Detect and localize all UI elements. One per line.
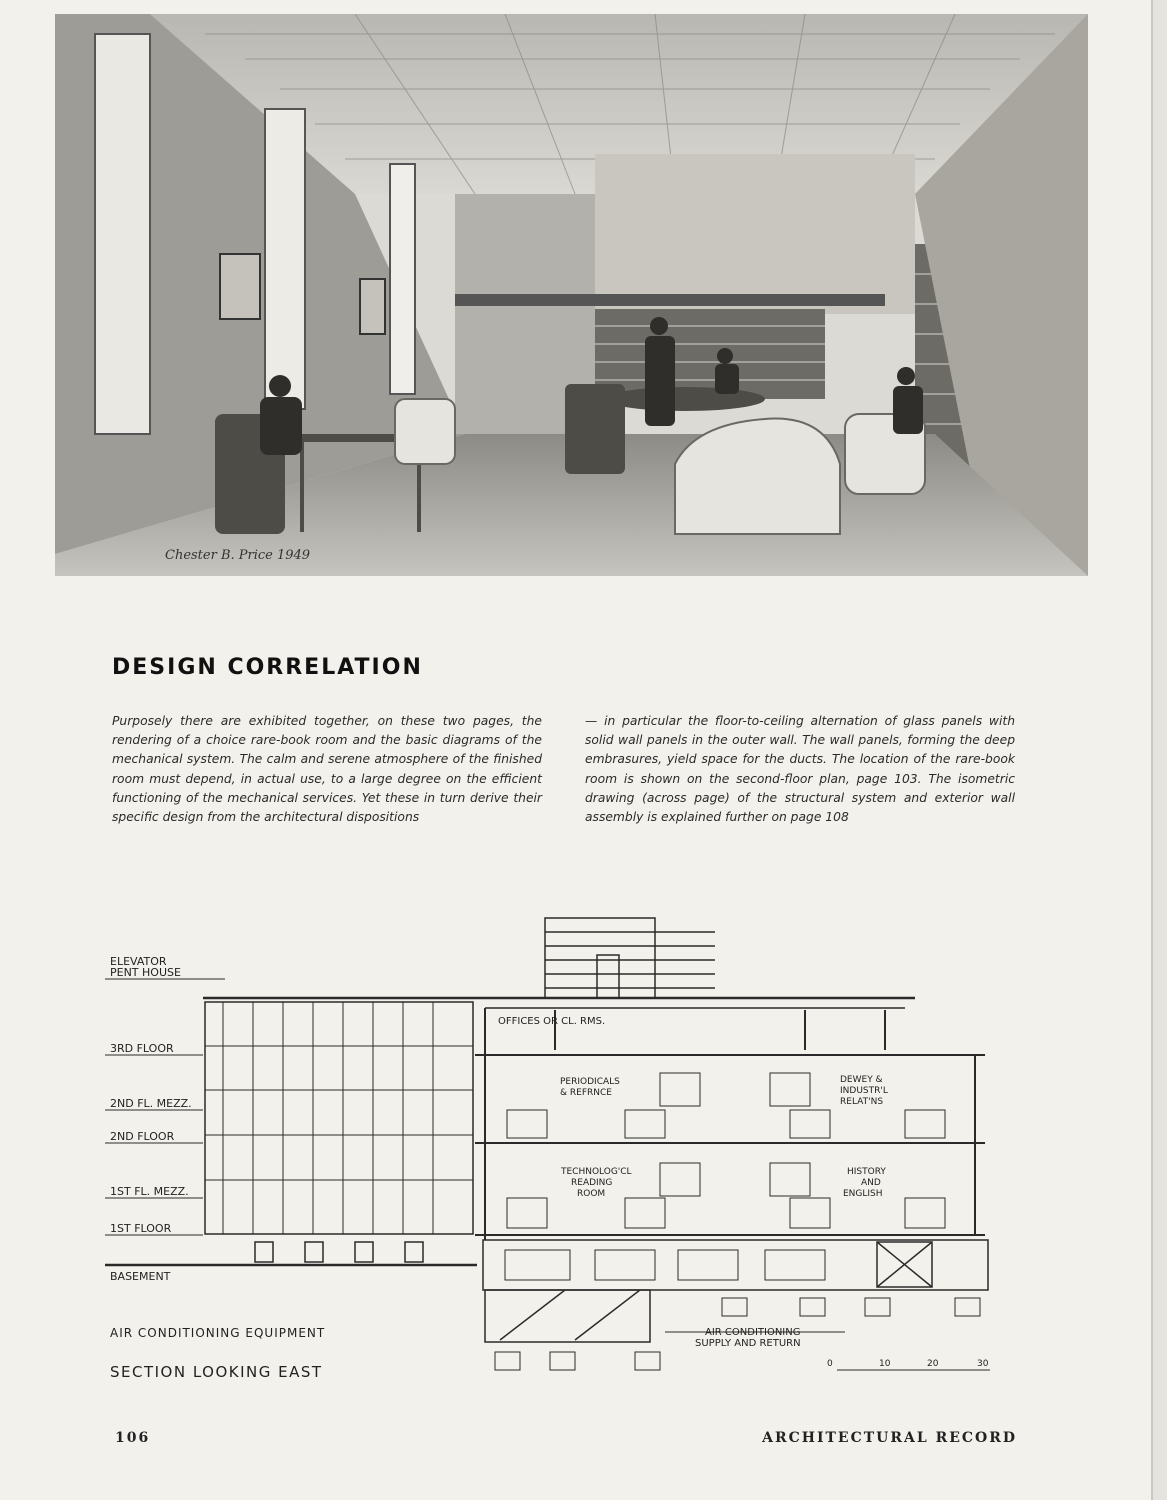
label-history-1: HISTORY	[847, 1167, 886, 1177]
label-history-3: ENGLISH	[843, 1189, 883, 1199]
label-dewey-1: DEWEY &	[840, 1075, 883, 1085]
label-elevator: ELEVATOR	[110, 955, 167, 968]
scale-tick-label: 10	[879, 1359, 891, 1369]
label-history-2: AND	[861, 1178, 881, 1188]
page-edge	[1151, 0, 1167, 1500]
label-air-conditioning-equipment: AIR CONDITIONING EQUIPMENT	[110, 1326, 326, 1340]
page-number: 106	[115, 1430, 151, 1446]
article-heading: DESIGN CORRELATION	[112, 655, 423, 680]
label-pent-house: PENT HOUSE	[110, 966, 181, 979]
publication-name: ARCHITECTURAL RECORD	[762, 1430, 1017, 1446]
label-supply-return-1: AIR CONDITIONING	[705, 1327, 801, 1338]
label-supply-return-2: SUPPLY AND RETURN	[695, 1338, 801, 1349]
rare-book-room-illustration	[55, 14, 1088, 576]
label-dewey-2: INDUSTR'L	[840, 1086, 888, 1096]
label-periodicals-1: PERIODICALS	[560, 1077, 620, 1087]
scale-tick-label: 20	[927, 1359, 939, 1369]
scale-bar	[827, 1359, 989, 1369]
section-title: SECTION LOOKING EAST	[110, 1363, 323, 1381]
label-periodicals-2: & REFRNCE	[560, 1088, 612, 1098]
scale-tick-label: 30	[977, 1359, 989, 1369]
label-second-floor: 2ND FLOOR	[110, 1130, 175, 1143]
article-paragraph-right: — in particular the floor-to-ceiling alternation of glass panels with solid wall panels in the outer wall. The wall panels, forming the deep embrasures, yield space for the ducts. The location of the rare-book room is shown on the second-floor plan, page 103. The isometric drawing (across page) of the structural system and exterior wall assembly is explained further on page 108	[585, 714, 1015, 825]
label-third-floor: 3RD FLOOR	[110, 1042, 174, 1055]
section-drawing	[105, 910, 1025, 1390]
label-first-floor: 1ST FLOOR	[110, 1222, 172, 1235]
scale-tick-label: 0	[827, 1359, 833, 1369]
label-offices: OFFICES OR CL. RMS.	[498, 1016, 606, 1027]
illustration-signature: Chester B. Price 1949	[165, 548, 311, 563]
label-techno-3: ROOM	[577, 1189, 606, 1199]
label-second-mezz: 2ND FL. MEZZ.	[110, 1097, 192, 1110]
label-dewey-3: RELAT'NS	[840, 1097, 884, 1107]
label-basement: BASEMENT	[110, 1270, 171, 1283]
label-techno-1: TECHNOLOG'CL	[561, 1167, 632, 1177]
label-techno-2: READING	[571, 1178, 613, 1188]
article-paragraph-left: Purposely there are exhibited together, on these two pages, the rendering of a choice rare-book room and the basic diagrams of the mechanical system. The calm and serene atmosphere of the finished room must depend, in actual use, to a large degree on the efficient functioning of the mechanical services. Yet these in turn derive their specific design from the architectural dispositions	[112, 714, 542, 825]
label-first-mezz: 1ST FL. MEZZ.	[110, 1185, 189, 1198]
